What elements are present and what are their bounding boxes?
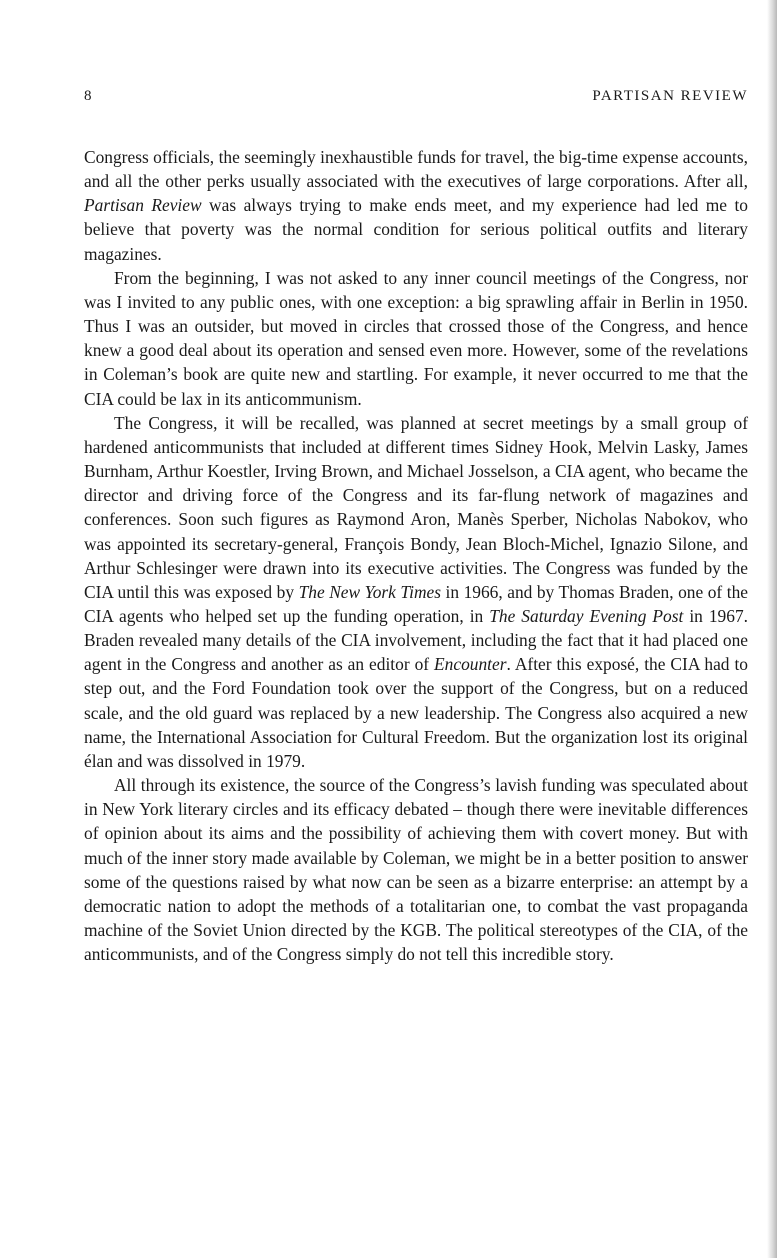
paragraph — [84, 145, 748, 266]
page-number: 8 — [84, 88, 93, 104]
italic-title: The New York Times — [298, 581, 441, 602]
text-run: in 1967. Braden revealed many details of the CIA involvement, including the fact that it had placed one agent in the Congress and another as an editor of — [84, 605, 748, 675]
body-text — [84, 145, 748, 966]
italic-title: Partisan Review — [84, 195, 202, 216]
text-run: in 1966, and by Thomas Braden, one of the CIA agents who helped set up the funding operation, in — [84, 581, 748, 626]
text-run: The Congress, it will be recalled, was planned at secret meetings by a small group of hardened anticommunists that included at different times Sidney Hook, Melvin Lasky, James Burnham, Arthur Koestler, Irving Brown, and Michael Josselson, a CIA agent, who became the director and driving force of the Congress and its far-flung network of magazines and conferences. Soon such figures as Raymond Aron, Manès Sperber, Nicholas Nabokov, who was appointed its secretary-general, François Bondy, Jean Bloch-Michel, Ignazio Silone, and Arthur Schlesinger were drawn into its executive activities. The Congress was funded by the CIA until this was exposed by — [84, 412, 748, 602]
text-run: . After this exposé, the CIA had to step out, and the Ford Foundation took over the support of the Congress, but on a reduced scale, and the old guard was replaced by a new leadership. The Congress also acquired a new name, the International Association for Cultural Freedom. But the organization lost its original élan and was dissolved in 1979. — [84, 654, 748, 771]
italic-title: Encounter — [434, 654, 507, 675]
text-run: All through its existence, the source of the Congress’s lavish funding was speculated about in New York literary circles and its efficacy debated – though there were inevitable differences of opinion about its aims and the possibility of achieving them with covert money. But with much of the inner story made available by Coleman, we might be in a better position to answer some of the questions raised by what now can be seen as a bizarre enterprise: an attempt by a democratic nation to adopt the methods of a totalitarian one, to combat the vast propaganda machine of the Soviet Union directed by the KGB. The political stereotypes of the CIA, of the anticommunists, and of the Congress simply do not tell this incredible story. — [84, 775, 748, 965]
italic-title: The Saturday Evening Post — [489, 605, 684, 626]
page-edge-shadow — [767, 0, 777, 1258]
text-run: was always trying to make ends meet, and my experience had led me to believe that poverty was the normal condition for serious political outfits and literary magazines. — [84, 195, 749, 264]
running-head: PARTISAN REVIEW — [592, 88, 748, 104]
paragraph — [84, 266, 748, 411]
paragraph — [84, 411, 748, 773]
paragraph — [84, 773, 748, 966]
text-run: Congress officials, the seemingly inexhaustible funds for travel, the big-time expense accounts, and all the other perks usually associated with the executives of large corporations. After all, — [84, 147, 748, 192]
text-run: From the beginning, I was not asked to any inner council meetings of the Congress, nor was I invited to any public ones, with one exception: a big sprawling affair in Berlin in 1950. Thus I was an outsider, but moved in circles that crossed those of the Congress, and hence knew a good deal about its operation and sensed even more. However, some of the revelations in Coleman’s book are quite new and startling. For example, it never occurred to me that the CIA could be lax in its anticommunism. — [84, 267, 748, 409]
